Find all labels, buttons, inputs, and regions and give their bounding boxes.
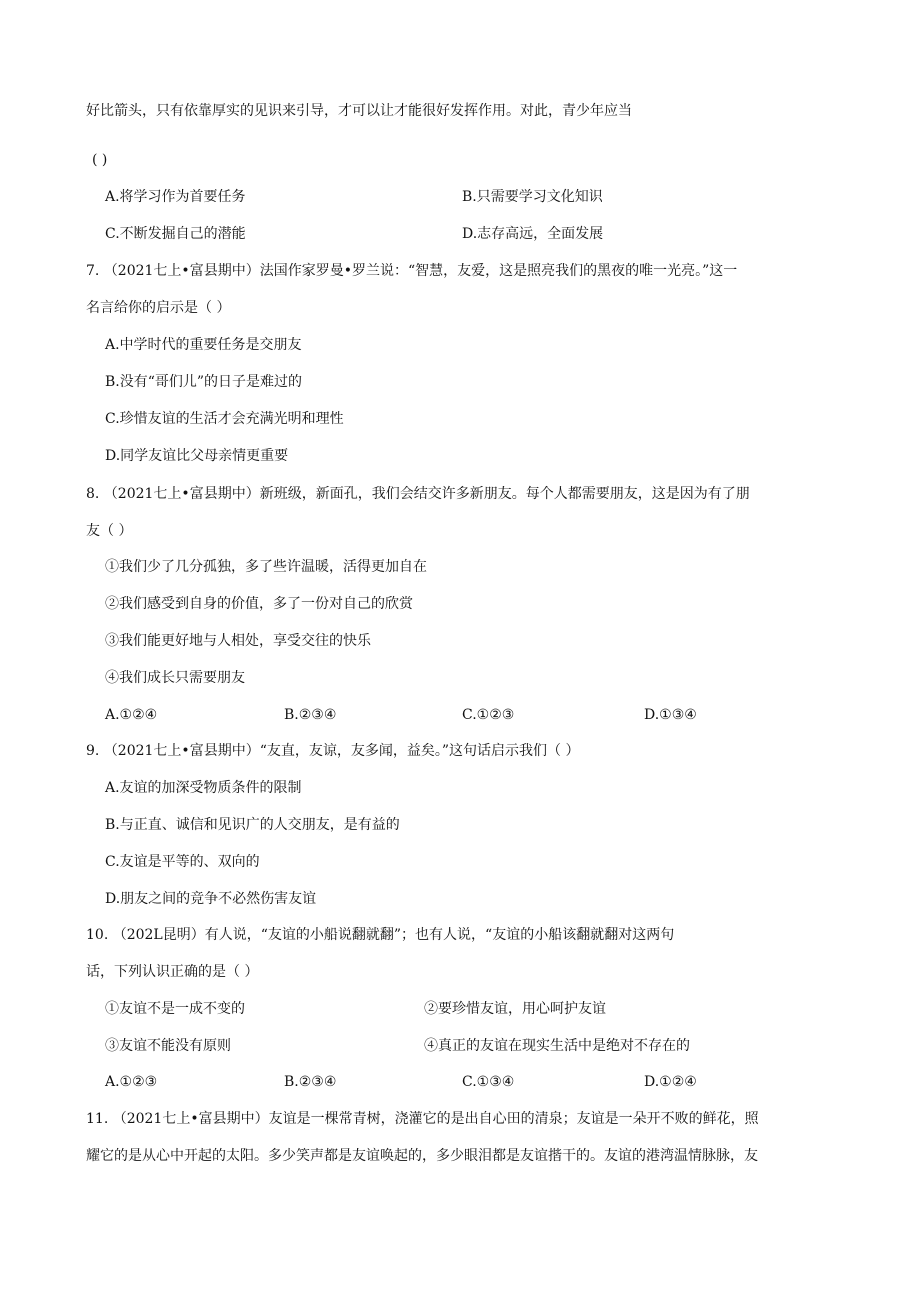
q7-stem-line-2: 名言给你的启示是（ ） [86,300,231,316]
q9-option-c: C.友谊是平等的、双向的 [105,854,260,870]
q7-option-a: A.中学时代的重要任务是交朋友 [105,337,302,353]
q10-option-a: A.①②③ [105,1074,158,1090]
q7-option-b: B.没有“哥们儿”的日子是难过的 [105,374,303,390]
q7-option-d: D.同学友谊比父母亲情更重要 [105,448,289,464]
q10-option-c: C.①③④ [462,1074,515,1090]
prev-option-a: A.将学习作为首要任务 [105,189,246,205]
q8-item-1: ①我们少了几分孤独，多了些许温暖，活得更加自在 [105,559,427,575]
prev-option-c: C.不断发掘自己的潜能 [105,226,246,242]
q8-stem-line-2: 友（ ） [86,523,133,539]
q11-stem-line-2: 耀它的是从心中开起的太阳。多少笑声都是友谊唤起的，多少眼泪都是友谊揩干的。友谊的港湾温情脉脉，友 [86,1148,758,1164]
q8-option-c: C.①②③ [462,707,515,723]
q7-option-c: C.珍惜友谊的生活才会充满光明和理性 [105,411,344,427]
q8-item-2: ②我们感受到自身的价值，多了一份对自己的欣赏 [105,596,413,612]
q8-option-d: D.①③④ [644,707,697,723]
q9-stem-line-1: 9. （2021七上•富县期中）“友直，友谅，友多闻，益矣。”这句话启示我们（ ） [86,743,580,759]
q10-item-4: ④真正的友谊在现实生活中是绝对不存在的 [424,1038,690,1054]
q10-option-d: D.①②④ [644,1074,697,1090]
q10-option-b: B.②③④ [284,1074,337,1090]
q11-stem-line-1: 11. （2021七上•富县期中）友谊是一棵常青树，浇灌它的是出自心田的清泉；友谊是一朵开不败的鲜花，照 [86,1111,759,1127]
q9-option-a: A.友谊的加深受物质条件的限制 [105,780,302,796]
q8-item-3: ③我们能更好地与人相处，享受交往的快乐 [105,633,371,649]
q9-option-b: B.与正直、诚信和见识广的人交朋友，是有益的 [105,817,400,833]
q8-option-b: B.②③④ [284,707,337,723]
q10-item-3: ③友谊不能没有原则 [105,1038,231,1054]
prev-option-d: D.志存高远，全面发展 [462,226,604,242]
intro-text-line-1: 好比箭头，只有依靠厚实的见识来引导，才可以让才能很好发挥作用。对此，青少年应当 [86,103,632,119]
intro-answer-bracket: ( ) [92,152,108,168]
q8-option-a: A.①②④ [105,707,158,723]
q10-stem-line-1: 10. （202L昆明）有人说，“友谊的小船说翻就翻”；也有人说，“友谊的小船该翻就翻对这两句 [86,927,675,943]
prev-option-b: B.只需要学习文化知识 [462,189,603,205]
q10-stem-line-2: 话，下列认识正确的是（ ） [86,964,259,980]
q8-item-4: ④我们成长只需要朋友 [105,670,245,686]
q9-option-d: D.朋友之间的竞争不必然伤害友谊 [105,891,317,907]
q10-item-1: ①友谊不是一成不变的 [105,1001,245,1017]
q10-item-2: ②要珍惜友谊，用心呵护友谊 [424,1001,606,1017]
q7-stem-line-1: 7. （2021七上•富县期中）法国作家罗曼•罗兰说：“智慧，友爱，这是照亮我们的黑夜的唯一光亮。”这一 [86,263,738,279]
q8-stem-line-1: 8. （2021七上•富县期中）新班级，新面孔，我们会结交许多新朋友。每个人都需要朋友，这是因为有了朋 [86,486,750,502]
